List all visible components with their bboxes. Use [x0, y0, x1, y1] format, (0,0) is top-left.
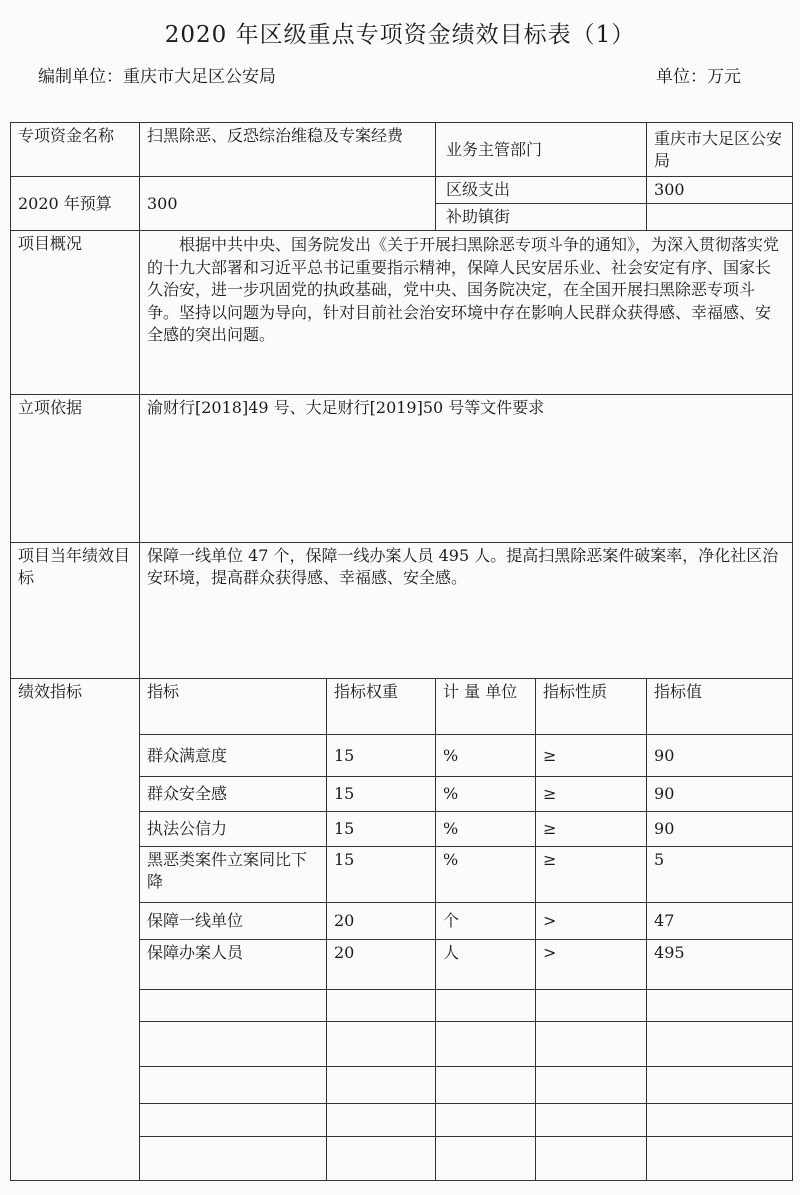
page-title: 2020 年区级重点专项资金绩效目标表（1） — [164, 22, 636, 48]
indicator-weight: 15 — [327, 777, 436, 812]
budget-label: 2020 年预算 — [11, 177, 140, 231]
indicator-nature: ≥ — [536, 847, 647, 903]
indicator-nature: > — [536, 940, 647, 990]
indicator-weight: 15 — [327, 847, 436, 903]
indicator-weight: 15 — [327, 812, 436, 847]
indicator-unit: % — [436, 735, 536, 777]
indicator-value: 90 — [647, 735, 793, 777]
indicator-name: 黑恶类案件立案同比下降 — [140, 847, 327, 903]
indicator-unit: 人 — [436, 940, 536, 990]
indicator-weight: 15 — [327, 735, 436, 777]
basis-label: 立项依据 — [11, 395, 140, 543]
indicator-value: 47 — [647, 903, 793, 940]
indicator-unit: % — [436, 812, 536, 847]
indicators-label: 绩效指标 — [11, 679, 140, 1181]
indicator-name: 保障一线单位 — [140, 903, 327, 940]
subsidy-label: 补助镇街 — [436, 204, 647, 231]
header-indicator: 指标 — [140, 679, 327, 735]
goal-text: 保障一线单位 47 个，保障一线办案人员 495 人。提高扫黑除恶案件破案率，净化社区治安环境，提高群众获得感、幸福感、安全感。 — [140, 543, 793, 679]
district-spend-value: 300 — [647, 177, 793, 204]
indicator-value: 90 — [647, 777, 793, 812]
indicator-nature: > — [536, 903, 647, 940]
currency-unit: 单位：万元 — [656, 67, 741, 87]
indicator-weight: 20 — [327, 903, 436, 940]
indicator-name: 群众满意度 — [140, 735, 327, 777]
indicator-name: 保障办案人员 — [140, 940, 327, 990]
header-unit: 计 量 单位 — [436, 679, 536, 735]
indicator-name: 群众安全感 — [140, 777, 327, 812]
compiling-unit: 编制单位：重庆市大足区公安局 — [38, 67, 276, 87]
indicator-name: 执法公信力 — [140, 812, 327, 847]
header-nature: 指标性质 — [536, 679, 647, 735]
indicator-weight: 20 — [327, 940, 436, 990]
indicator-unit: % — [436, 847, 536, 903]
indicator-unit: 个 — [436, 903, 536, 940]
fund-name-label: 专项资金名称 — [11, 123, 140, 177]
header-value: 指标值 — [647, 679, 793, 735]
dept-label: 业务主管部门 — [436, 123, 647, 177]
header-weight: 指标权重 — [327, 679, 436, 735]
indicator-value: 90 — [647, 812, 793, 847]
basis-text: 渝财行[2018]49 号、大足财行[2019]50 号等文件要求 — [140, 395, 793, 543]
indicator-nature: ≥ — [536, 735, 647, 777]
performance-table — [10, 122, 793, 1181]
overview-label: 项目概况 — [11, 231, 140, 395]
budget-value: 300 — [140, 177, 436, 231]
overview-text: 根据中共中央、国务院发出《关于开展扫黑除恶专项斗争的通知》，为深入贯彻落实党的十九大部署和习近平总书记重要指示精神，保障人民安居乐业、社会安定有序、国家长久治安，进一步巩固党的执政基础，党中央、国务院决定，在全国开展扫黑除恶专项斗争。坚持以问题为导向，针对目前社会治安环境中存在影响人民群众获得感、幸福感、安全感的突出问题。 — [140, 231, 793, 395]
indicator-value: 5 — [647, 847, 793, 903]
indicator-nature: ≥ — [536, 777, 647, 812]
indicator-unit: % — [436, 777, 536, 812]
goal-label: 项目当年绩效目标 — [11, 543, 140, 679]
subsidy-value — [647, 204, 793, 231]
fund-name-value: 扫黑除恶、反恐综治维稳及专案经费 — [140, 123, 436, 177]
indicator-nature: ≥ — [536, 812, 647, 847]
indicator-value: 495 — [647, 940, 793, 990]
dept-value: 重庆市大足区公安局 — [647, 123, 793, 177]
district-spend-label: 区级支出 — [436, 177, 647, 204]
